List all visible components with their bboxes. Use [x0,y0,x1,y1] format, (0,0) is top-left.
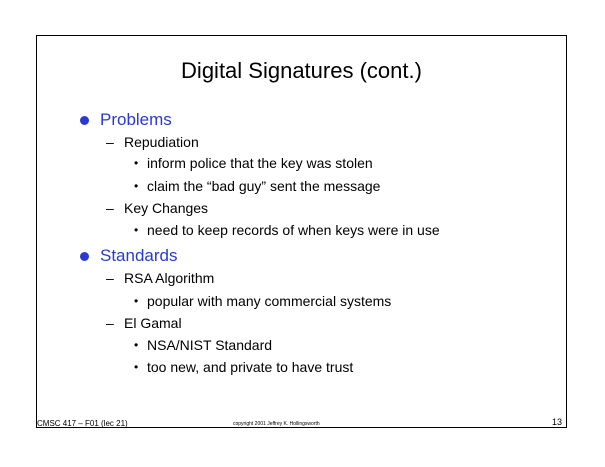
sub-item: inform police that the key was stolen [147,155,373,171]
section-heading-standards: Standards [100,246,178,265]
sub-item: need to keep records of when keys were in use [147,222,440,238]
sub-item: claim the “bad guy” sent the message [147,178,381,194]
dash-icon: – [106,200,114,216]
dash-icon: – [106,270,114,286]
section-heading-problems: Problems [100,110,172,129]
footer-course: CMSC 417 – F01 (lec 21) [37,419,128,428]
sub-item: too new, and private to have trust [147,359,354,375]
bullet-icon [80,116,89,125]
small-bullet-icon: • [134,223,139,237]
small-bullet-icon: • [134,156,139,170]
footer-copyright: copyright 2001 Jeffrey K. Hollingsworth [233,421,320,427]
small-bullet-icon: • [134,360,139,374]
list-item-rsa-algorithm: RSA Algorithm [124,270,215,286]
page-number: 13 [552,417,563,427]
list-item-el-gamal: El Gamal [124,315,182,331]
dash-icon: – [106,134,114,150]
small-bullet-icon: • [134,338,139,352]
slide-title: Digital Signatures (cont.) [181,58,422,83]
sub-item: NSA/NIST Standard [147,337,273,353]
list-item-repudiation: Repudiation [124,134,199,150]
list-item-key-changes: Key Changes [124,200,209,216]
small-bullet-icon: • [134,294,139,308]
bullet-icon [80,252,89,261]
sub-item: popular with many commercial systems [147,293,392,309]
dash-icon: – [106,315,114,331]
small-bullet-icon: • [134,179,139,193]
